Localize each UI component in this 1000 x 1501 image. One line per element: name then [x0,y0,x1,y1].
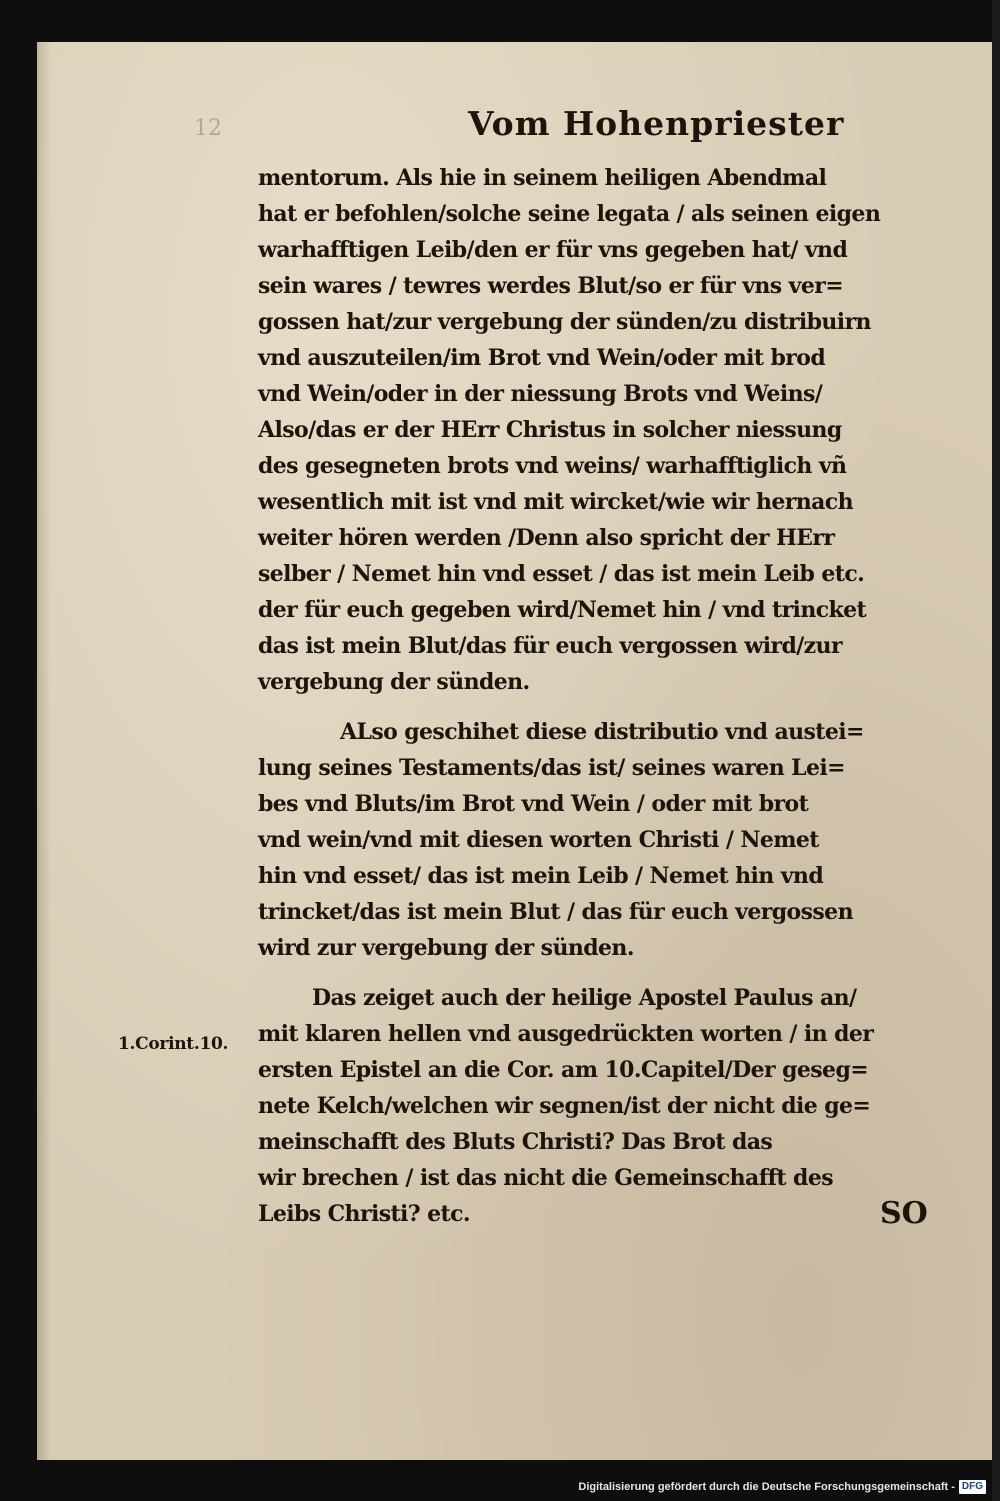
text-line: trincket/das ist mein Blut / das für euch vergossen [258,899,853,925]
text-line: vnd Wein/oder in der niessung Brots vnd Weins/ [258,381,823,407]
text-line: vnd auszuteilen/im Brot vnd Wein/oder mit brod [258,345,826,371]
text-line: sein wares / tewres werdes Blut/so er für vns ver= [258,273,844,299]
page-number: 12 [194,116,222,141]
text-line: Leibs Christi? etc. [258,1201,470,1227]
margin-note: 1.Corint.10. [118,1034,229,1054]
dfg-logo: DFG [959,1480,986,1494]
text-line: gossen hat/zur vergebung der sünden/zu distribuirn [258,309,871,335]
scan-edge [992,0,1000,1501]
text-line: ersten Epistel an die Cor. am 10.Capitel/Der geseg= [258,1057,869,1083]
text-line: Das zeiget auch der heilige Apostel Paulus an/ [312,985,857,1011]
catchword: SO [880,1196,928,1231]
text-line: wir brechen / ist das nicht die Gemeinschafft des [258,1165,834,1191]
text-line: wesentlich mit ist vnd mit wircket/wie wir hernach [258,489,853,515]
text-line: Also/das er der HErr Christus in solcher niessung [258,417,842,443]
text-line: hat er befohlen/solche seine legata / als seinen eigen [258,201,881,227]
text-line: des gesegneten brots vnd weins/ warhafftiglich vñ [258,453,847,479]
text-line: mentorum. Als hie in seinem heiligen Abendmal [258,165,827,191]
text-line: der für euch gegeben wird/Nemet hin / vnd trincket [258,597,867,623]
running-head: Vom Hohenpriester [468,104,845,143]
text-line: hin vnd esset/ das ist mein Leib / Nemet hin vnd [258,863,824,889]
text-line: weiter hören werden /Denn also spricht der HErr [258,525,835,551]
text-line: das ist mein Blut/das für euch vergossen wird/zur [258,633,842,659]
text-line: nete Kelch/welchen wir segnen/ist der nicht die ge= [258,1093,871,1119]
text-line: ALso geschihet diese distributio vnd austei= [340,719,864,745]
text-line: lung seines Testaments/das ist/ seines waren Lei= [258,755,846,781]
credit-text: Digitalisierung gefördert durch die Deutsche Forschungsgemeinschaft - [578,1481,955,1493]
text-line: bes vnd Bluts/im Brot vnd Wein / oder mit brot [258,791,809,817]
text-line: mit klaren hellen vnd ausgedrückten worten / in der [258,1021,874,1047]
text-line: vergebung der sünden. [258,669,530,695]
text-line: warhafftigen Leib/den er für vns gegeben hat/ vnd [258,237,848,263]
digitization-credit [578,1478,986,1496]
text-line: vnd wein/vnd mit diesen worten Christi / Nemet [258,827,819,853]
text-line: meinschafft des Bluts Christi? Das Brot das [258,1129,773,1155]
text-line: selber / Nemet hin vnd esset / das ist mein Leib etc. [258,561,865,587]
text-line: wird zur vergebung der sünden. [258,935,634,961]
